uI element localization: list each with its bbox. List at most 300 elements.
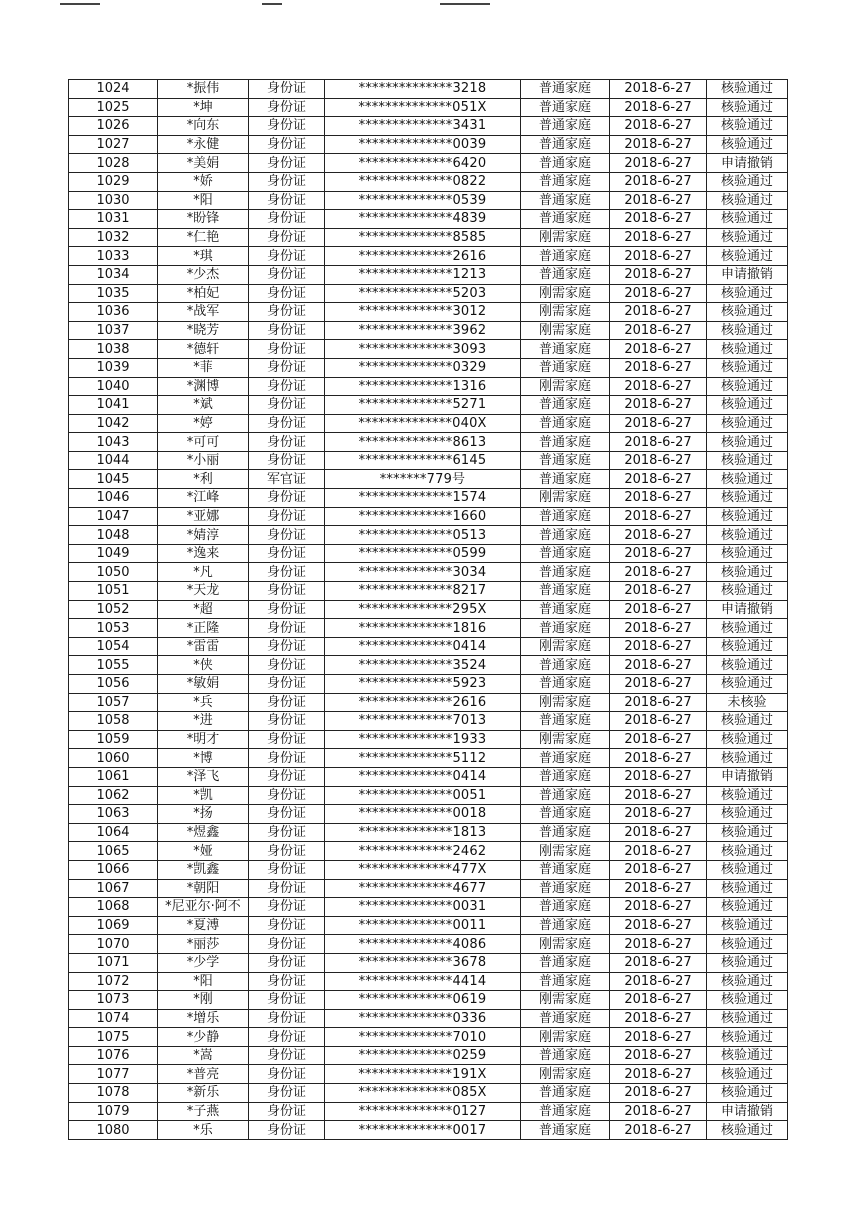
- date-cell: 2018-6-27: [610, 730, 707, 749]
- date-cell: 2018-6-27: [610, 805, 707, 824]
- household-type-cell: 普通家庭: [521, 823, 610, 842]
- date-cell: 2018-6-27: [610, 191, 707, 210]
- table-row: [69, 284, 788, 303]
- doc-type-cell: 身份证: [249, 321, 325, 340]
- record-id-cell: 1062: [69, 786, 158, 805]
- doc-type-cell: 身份证: [249, 135, 325, 154]
- status-cell: 核验通过: [707, 1046, 788, 1065]
- record-id-cell: 1042: [69, 414, 158, 433]
- household-type-cell: 普通家庭: [521, 210, 610, 229]
- doc-type-cell: 身份证: [249, 396, 325, 415]
- name-cell: *子燕: [158, 1102, 249, 1121]
- name-cell: *新乐: [158, 1084, 249, 1103]
- doc-type-cell: 身份证: [249, 451, 325, 470]
- date-cell: 2018-6-27: [610, 898, 707, 917]
- table-row: [69, 637, 788, 656]
- date-cell: 2018-6-27: [610, 693, 707, 712]
- household-type-cell: 普通家庭: [521, 544, 610, 563]
- doc-type-cell: 身份证: [249, 991, 325, 1010]
- record-id-cell: 1025: [69, 98, 158, 117]
- status-cell: 申请撤销: [707, 600, 788, 619]
- id-number-cell: **************3218: [325, 80, 521, 99]
- date-cell: 2018-6-27: [610, 879, 707, 898]
- doc-type-cell: 身份证: [249, 563, 325, 582]
- status-cell: 核验通过: [707, 637, 788, 656]
- doc-type-cell: 身份证: [249, 489, 325, 508]
- status-cell: 核验通过: [707, 712, 788, 731]
- date-cell: 2018-6-27: [610, 1102, 707, 1121]
- household-type-cell: 刚需家庭: [521, 284, 610, 303]
- table-row: [69, 675, 788, 694]
- record-id-cell: 1024: [69, 80, 158, 99]
- household-type-cell: 刚需家庭: [521, 730, 610, 749]
- doc-type-cell: 身份证: [249, 265, 325, 284]
- record-id-cell: 1047: [69, 507, 158, 526]
- record-id-cell: 1068: [69, 898, 158, 917]
- id-number-cell: **************0031: [325, 898, 521, 917]
- record-id-cell: 1056: [69, 675, 158, 694]
- doc-type-cell: 身份证: [249, 1102, 325, 1121]
- name-cell: *亚娜: [158, 507, 249, 526]
- status-cell: 核验通过: [707, 191, 788, 210]
- status-cell: 核验通过: [707, 786, 788, 805]
- household-type-cell: 普通家庭: [521, 1009, 610, 1028]
- date-cell: 2018-6-27: [610, 340, 707, 359]
- doc-type-cell: 身份证: [249, 712, 325, 731]
- table-row: [69, 191, 788, 210]
- id-number-cell: **************2616: [325, 693, 521, 712]
- status-cell: 核验通过: [707, 1009, 788, 1028]
- id-number-cell: *******779号: [325, 470, 521, 489]
- name-cell: *江峰: [158, 489, 249, 508]
- status-cell: 核验通过: [707, 656, 788, 675]
- name-cell: *少学: [158, 953, 249, 972]
- record-id-cell: 1044: [69, 451, 158, 470]
- table-row: [69, 135, 788, 154]
- name-cell: *扬: [158, 805, 249, 824]
- doc-type-cell: 身份证: [249, 433, 325, 452]
- id-number-cell: **************1213: [325, 265, 521, 284]
- table-row: [69, 972, 788, 991]
- status-cell: 核验通过: [707, 972, 788, 991]
- status-cell: 核验通过: [707, 489, 788, 508]
- id-number-cell: **************5112: [325, 749, 521, 768]
- id-number-cell: **************3962: [325, 321, 521, 340]
- records-sheet: [68, 79, 780, 1140]
- table-row: [69, 656, 788, 675]
- id-number-cell: **************0051: [325, 786, 521, 805]
- name-cell: *少杰: [158, 265, 249, 284]
- name-cell: *琪: [158, 247, 249, 266]
- date-cell: 2018-6-27: [610, 916, 707, 935]
- status-cell: 核验通过: [707, 284, 788, 303]
- doc-type-cell: 身份证: [249, 1009, 325, 1028]
- id-number-cell: **************4677: [325, 879, 521, 898]
- table-row: [69, 619, 788, 638]
- id-number-cell: **************0039: [325, 135, 521, 154]
- date-cell: 2018-6-27: [610, 526, 707, 545]
- status-cell: 核验通过: [707, 433, 788, 452]
- id-number-cell: **************0018: [325, 805, 521, 824]
- table-row: [69, 210, 788, 229]
- status-cell: 核验通过: [707, 842, 788, 861]
- household-type-cell: 普通家庭: [521, 191, 610, 210]
- household-type-cell: 刚需家庭: [521, 377, 610, 396]
- scan-artifact-line: [262, 3, 282, 5]
- table-row: [69, 303, 788, 322]
- id-number-cell: **************0822: [325, 172, 521, 191]
- doc-type-cell: 身份证: [249, 600, 325, 619]
- household-type-cell: 刚需家庭: [521, 489, 610, 508]
- status-cell: 核验通过: [707, 749, 788, 768]
- date-cell: 2018-6-27: [610, 582, 707, 601]
- date-cell: 2018-6-27: [610, 991, 707, 1010]
- record-id-cell: 1078: [69, 1084, 158, 1103]
- id-number-cell: **************3093: [325, 340, 521, 359]
- name-cell: *增乐: [158, 1009, 249, 1028]
- scan-artifact-line: [60, 3, 100, 5]
- table-row: [69, 1009, 788, 1028]
- household-type-cell: 普通家庭: [521, 1046, 610, 1065]
- doc-type-cell: 身份证: [249, 303, 325, 322]
- household-type-cell: 刚需家庭: [521, 637, 610, 656]
- record-id-cell: 1029: [69, 172, 158, 191]
- status-cell: 未核验: [707, 693, 788, 712]
- doc-type-cell: 身份证: [249, 675, 325, 694]
- table-row: [69, 526, 788, 545]
- record-id-cell: 1038: [69, 340, 158, 359]
- doc-type-cell: 身份证: [249, 860, 325, 879]
- name-cell: *阳: [158, 972, 249, 991]
- household-type-cell: 普通家庭: [521, 786, 610, 805]
- date-cell: 2018-6-27: [610, 842, 707, 861]
- status-cell: 核验通过: [707, 98, 788, 117]
- name-cell: *进: [158, 712, 249, 731]
- doc-type-cell: 身份证: [249, 805, 325, 824]
- name-cell: *正隆: [158, 619, 249, 638]
- household-type-cell: 刚需家庭: [521, 228, 610, 247]
- id-number-cell: **************0259: [325, 1046, 521, 1065]
- name-cell: *雷雷: [158, 637, 249, 656]
- status-cell: 核验通过: [707, 582, 788, 601]
- id-number-cell: **************3431: [325, 117, 521, 136]
- doc-type-cell: 身份证: [249, 823, 325, 842]
- id-number-cell: **************295X: [325, 600, 521, 619]
- record-id-cell: 1070: [69, 935, 158, 954]
- doc-type-cell: 身份证: [249, 916, 325, 935]
- doc-type-cell: 身份证: [249, 582, 325, 601]
- name-cell: *丽莎: [158, 935, 249, 954]
- table-row: [69, 98, 788, 117]
- status-cell: 核验通过: [707, 135, 788, 154]
- name-cell: *利: [158, 470, 249, 489]
- date-cell: 2018-6-27: [610, 451, 707, 470]
- household-type-cell: 普通家庭: [521, 675, 610, 694]
- household-type-cell: 刚需家庭: [521, 303, 610, 322]
- name-cell: *夏溥: [158, 916, 249, 935]
- household-type-cell: 普通家庭: [521, 898, 610, 917]
- date-cell: 2018-6-27: [610, 786, 707, 805]
- date-cell: 2018-6-27: [610, 98, 707, 117]
- doc-type-cell: 身份证: [249, 191, 325, 210]
- id-number-cell: **************5923: [325, 675, 521, 694]
- record-id-cell: 1067: [69, 879, 158, 898]
- name-cell: *凡: [158, 563, 249, 582]
- record-id-cell: 1066: [69, 860, 158, 879]
- table-row: [69, 860, 788, 879]
- record-id-cell: 1037: [69, 321, 158, 340]
- name-cell: *娅: [158, 842, 249, 861]
- record-id-cell: 1065: [69, 842, 158, 861]
- date-cell: 2018-6-27: [610, 377, 707, 396]
- household-type-cell: 普通家庭: [521, 712, 610, 731]
- date-cell: 2018-6-27: [610, 321, 707, 340]
- id-number-cell: **************0414: [325, 637, 521, 656]
- record-id-cell: 1069: [69, 916, 158, 935]
- id-number-cell: **************1574: [325, 489, 521, 508]
- id-number-cell: **************1933: [325, 730, 521, 749]
- table-row: [69, 693, 788, 712]
- status-cell: 申请撤销: [707, 154, 788, 173]
- household-type-cell: 普通家庭: [521, 600, 610, 619]
- status-cell: 核验通过: [707, 916, 788, 935]
- date-cell: 2018-6-27: [610, 1009, 707, 1028]
- record-id-cell: 1059: [69, 730, 158, 749]
- date-cell: 2018-6-27: [610, 284, 707, 303]
- table-row: [69, 805, 788, 824]
- household-type-cell: 普通家庭: [521, 526, 610, 545]
- status-cell: 申请撤销: [707, 1102, 788, 1121]
- household-type-cell: 普通家庭: [521, 80, 610, 99]
- status-cell: 申请撤销: [707, 265, 788, 284]
- doc-type-cell: 身份证: [249, 786, 325, 805]
- doc-type-cell: 身份证: [249, 507, 325, 526]
- household-type-cell: 刚需家庭: [521, 991, 610, 1010]
- name-cell: *柏妃: [158, 284, 249, 303]
- household-type-cell: 普通家庭: [521, 414, 610, 433]
- name-cell: *阳: [158, 191, 249, 210]
- table-row: [69, 823, 788, 842]
- doc-type-cell: 身份证: [249, 767, 325, 786]
- record-id-cell: 1036: [69, 303, 158, 322]
- household-type-cell: 普通家庭: [521, 135, 610, 154]
- name-cell: *斌: [158, 396, 249, 415]
- name-cell: *战军: [158, 303, 249, 322]
- date-cell: 2018-6-27: [610, 637, 707, 656]
- id-number-cell: **************0539: [325, 191, 521, 210]
- record-id-cell: 1039: [69, 358, 158, 377]
- doc-type-cell: 身份证: [249, 879, 325, 898]
- id-number-cell: **************4839: [325, 210, 521, 229]
- date-cell: 2018-6-27: [610, 1046, 707, 1065]
- status-cell: 核验通过: [707, 470, 788, 489]
- date-cell: 2018-6-27: [610, 265, 707, 284]
- date-cell: 2018-6-27: [610, 433, 707, 452]
- doc-type-cell: 身份证: [249, 80, 325, 99]
- doc-type-cell: 身份证: [249, 898, 325, 917]
- name-cell: *坤: [158, 98, 249, 117]
- id-number-cell: **************1816: [325, 619, 521, 638]
- record-id-cell: 1031: [69, 210, 158, 229]
- record-id-cell: 1079: [69, 1102, 158, 1121]
- record-id-cell: 1080: [69, 1121, 158, 1140]
- name-cell: *嵩: [158, 1046, 249, 1065]
- doc-type-cell: 身份证: [249, 1028, 325, 1047]
- date-cell: 2018-6-27: [610, 228, 707, 247]
- doc-type-cell: 身份证: [249, 154, 325, 173]
- name-cell: *婧淳: [158, 526, 249, 545]
- table-row: [69, 396, 788, 415]
- household-type-cell: 普通家庭: [521, 879, 610, 898]
- status-cell: 核验通过: [707, 507, 788, 526]
- doc-type-cell: 身份证: [249, 98, 325, 117]
- household-type-cell: 普通家庭: [521, 396, 610, 415]
- status-cell: 核验通过: [707, 935, 788, 954]
- id-number-cell: **************0414: [325, 767, 521, 786]
- name-cell: *敏娟: [158, 675, 249, 694]
- date-cell: 2018-6-27: [610, 823, 707, 842]
- household-type-cell: 普通家庭: [521, 1102, 610, 1121]
- record-id-cell: 1061: [69, 767, 158, 786]
- table-row: [69, 544, 788, 563]
- household-type-cell: 刚需家庭: [521, 321, 610, 340]
- record-id-cell: 1076: [69, 1046, 158, 1065]
- household-type-cell: 普通家庭: [521, 1084, 610, 1103]
- household-type-cell: 普通家庭: [521, 860, 610, 879]
- record-id-cell: 1060: [69, 749, 158, 768]
- id-number-cell: **************0011: [325, 916, 521, 935]
- record-id-cell: 1052: [69, 600, 158, 619]
- table-row: [69, 247, 788, 266]
- table-row: [69, 712, 788, 731]
- name-cell: *普亮: [158, 1065, 249, 1084]
- table-row: [69, 600, 788, 619]
- doc-type-cell: 身份证: [249, 730, 325, 749]
- table-row: [69, 563, 788, 582]
- table-row: [69, 489, 788, 508]
- status-cell: 核验通过: [707, 247, 788, 266]
- status-cell: 核验通过: [707, 396, 788, 415]
- record-id-cell: 1073: [69, 991, 158, 1010]
- household-type-cell: 刚需家庭: [521, 1065, 610, 1084]
- id-number-cell: **************8217: [325, 582, 521, 601]
- id-number-cell: **************3678: [325, 953, 521, 972]
- doc-type-cell: 身份证: [249, 117, 325, 136]
- id-number-cell: **************0513: [325, 526, 521, 545]
- record-id-cell: 1058: [69, 712, 158, 731]
- id-number-cell: **************4414: [325, 972, 521, 991]
- id-number-cell: **************8613: [325, 433, 521, 452]
- table-row: [69, 80, 788, 99]
- id-number-cell: **************191X: [325, 1065, 521, 1084]
- table-row: [69, 358, 788, 377]
- status-cell: 核验通过: [707, 991, 788, 1010]
- record-id-cell: 1046: [69, 489, 158, 508]
- id-number-cell: **************040X: [325, 414, 521, 433]
- date-cell: 2018-6-27: [610, 619, 707, 638]
- table-row: [69, 767, 788, 786]
- record-id-cell: 1026: [69, 117, 158, 136]
- name-cell: *尼亚尔·阿不: [158, 898, 249, 917]
- table-row: [69, 786, 788, 805]
- status-cell: 核验通过: [707, 823, 788, 842]
- table-row: [69, 1084, 788, 1103]
- table-row: [69, 879, 788, 898]
- name-cell: *超: [158, 600, 249, 619]
- name-cell: *乐: [158, 1121, 249, 1140]
- date-cell: 2018-6-27: [610, 210, 707, 229]
- id-number-cell: **************477X: [325, 860, 521, 879]
- record-id-cell: 1077: [69, 1065, 158, 1084]
- table-row: [69, 842, 788, 861]
- name-cell: *朝阳: [158, 879, 249, 898]
- date-cell: 2018-6-27: [610, 358, 707, 377]
- household-type-cell: 普通家庭: [521, 767, 610, 786]
- status-cell: 核验通过: [707, 544, 788, 563]
- name-cell: *少静: [158, 1028, 249, 1047]
- table-row: [69, 935, 788, 954]
- id-number-cell: **************7013: [325, 712, 521, 731]
- household-type-cell: 普通家庭: [521, 619, 610, 638]
- doc-type-cell: 身份证: [249, 1046, 325, 1065]
- name-cell: *明才: [158, 730, 249, 749]
- table-row: [69, 117, 788, 136]
- date-cell: 2018-6-27: [610, 600, 707, 619]
- table-row: [69, 1065, 788, 1084]
- status-cell: 核验通过: [707, 340, 788, 359]
- record-id-cell: 1045: [69, 470, 158, 489]
- id-number-cell: **************0599: [325, 544, 521, 563]
- name-cell: *娇: [158, 172, 249, 191]
- doc-type-cell: 身份证: [249, 749, 325, 768]
- id-number-cell: **************4086: [325, 935, 521, 954]
- table-row: [69, 898, 788, 917]
- id-number-cell: **************1660: [325, 507, 521, 526]
- status-cell: 核验通过: [707, 117, 788, 136]
- household-type-cell: 普通家庭: [521, 582, 610, 601]
- record-id-cell: 1050: [69, 563, 158, 582]
- table-row: [69, 321, 788, 340]
- name-cell: *晓芳: [158, 321, 249, 340]
- household-type-cell: 普通家庭: [521, 656, 610, 675]
- doc-type-cell: 身份证: [249, 1065, 325, 1084]
- table-row: [69, 265, 788, 284]
- doc-type-cell: 身份证: [249, 972, 325, 991]
- record-id-cell: 1071: [69, 953, 158, 972]
- record-id-cell: 1064: [69, 823, 158, 842]
- name-cell: *振伟: [158, 80, 249, 99]
- doc-type-cell: 身份证: [249, 172, 325, 191]
- table-row: [69, 172, 788, 191]
- id-number-cell: **************7010: [325, 1028, 521, 1047]
- date-cell: 2018-6-27: [610, 1084, 707, 1103]
- record-id-cell: 1034: [69, 265, 158, 284]
- date-cell: 2018-6-27: [610, 470, 707, 489]
- record-id-cell: 1054: [69, 637, 158, 656]
- doc-type-cell: 身份证: [249, 358, 325, 377]
- doc-type-cell: 军官证: [249, 470, 325, 489]
- status-cell: 核验通过: [707, 1121, 788, 1140]
- name-cell: *逸来: [158, 544, 249, 563]
- date-cell: 2018-6-27: [610, 396, 707, 415]
- doc-type-cell: 身份证: [249, 693, 325, 712]
- household-type-cell: 普通家庭: [521, 563, 610, 582]
- status-cell: 核验通过: [707, 879, 788, 898]
- table-row: [69, 414, 788, 433]
- record-id-cell: 1063: [69, 805, 158, 824]
- household-type-cell: 普通家庭: [521, 507, 610, 526]
- table-row: [69, 1028, 788, 1047]
